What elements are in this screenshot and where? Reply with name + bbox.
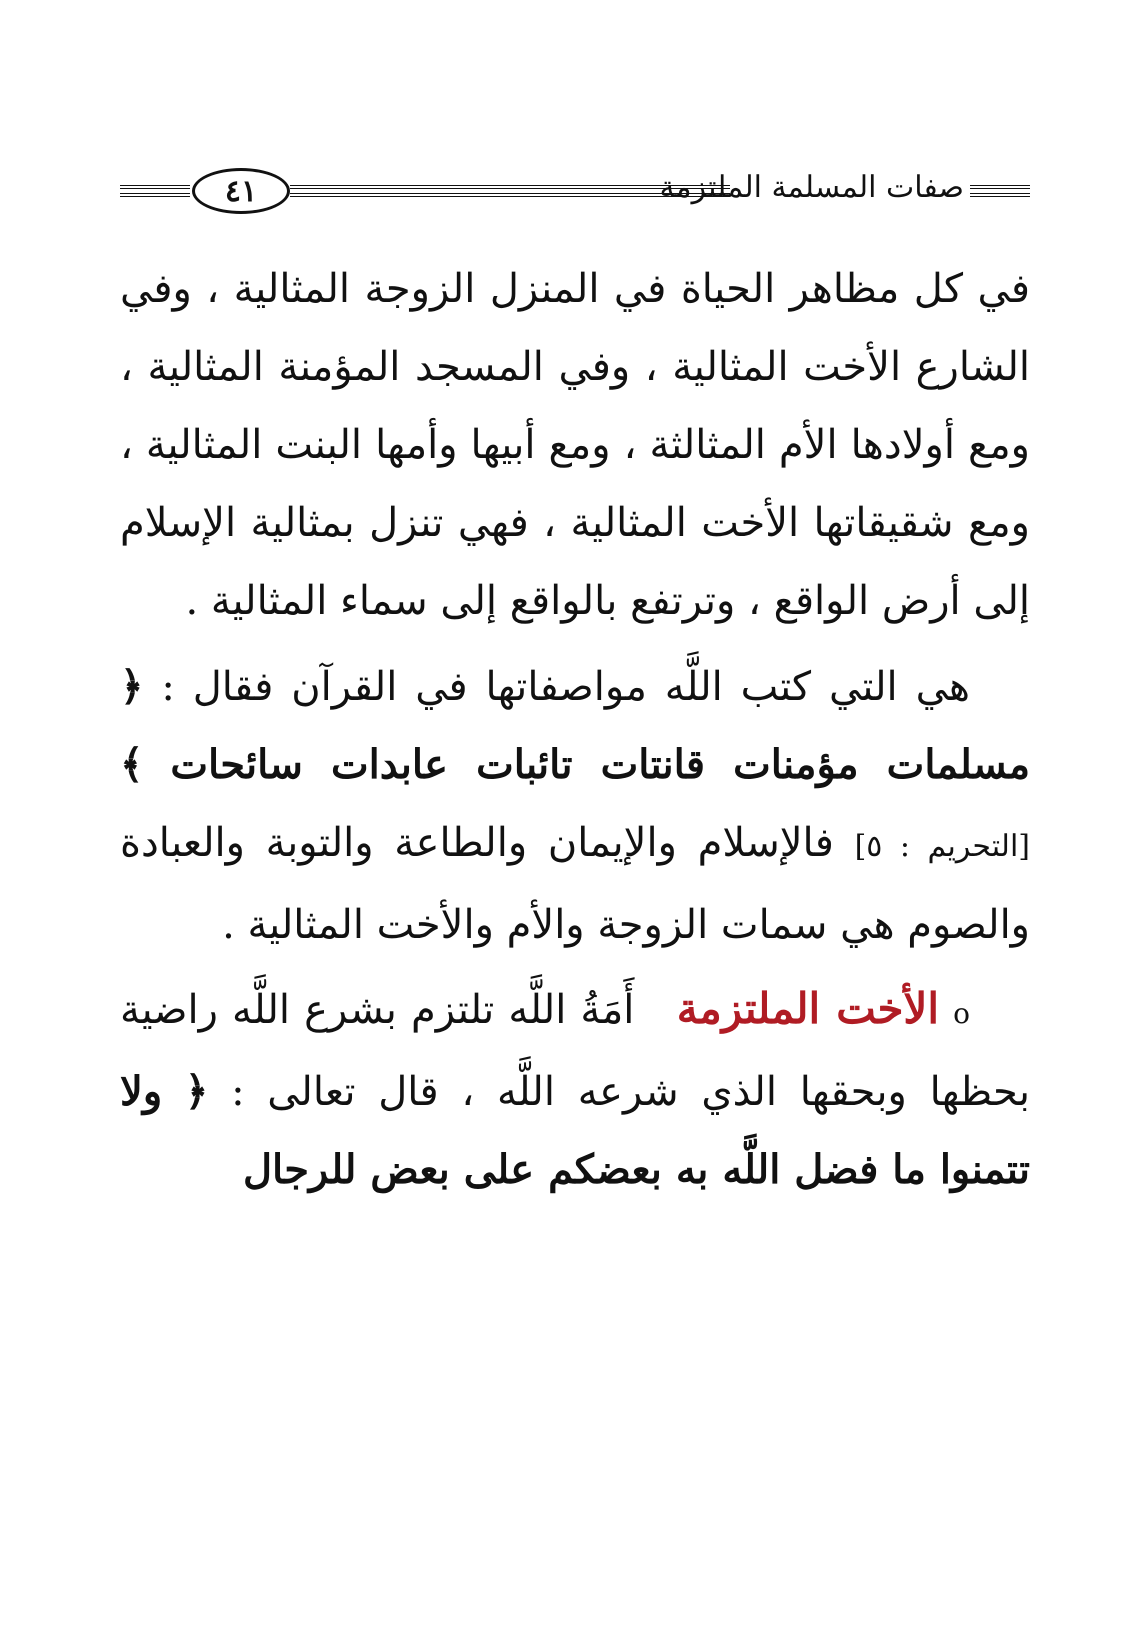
header-rule-right bbox=[970, 185, 1030, 197]
page-header bbox=[120, 168, 1030, 216]
section-heading: الأخت الملتزمة bbox=[676, 984, 940, 1033]
quran-verse: مسلمات مؤمنات قانتات تائبات عابدات سائحات bbox=[170, 741, 1030, 788]
page-body bbox=[120, 250, 1030, 1209]
bullet-icon: ο bbox=[953, 997, 970, 1030]
paragraph-2 bbox=[120, 648, 1030, 964]
verse-citation: [التحريم : ٥] bbox=[854, 829, 1030, 864]
page-number: ٤١ bbox=[192, 168, 290, 214]
quran-verse: ولا تتمنوا ما فضل اللَّه به بعضكم على بعض للرجال bbox=[120, 1068, 1030, 1193]
paragraph-2-text: فالإسلام والإيمان والطاعة والتوبة والعبادة والصوم هي سمات الزوجة والأم والأخت المثالية . bbox=[120, 820, 1030, 948]
paragraph-3-text: أَمَةُ اللَّه تلتزم بشرع اللَّه راضية بحظها وبحقها الذي شرعه اللَّه ، قال تعالى : bbox=[120, 987, 1030, 1115]
header-rule-left bbox=[120, 185, 190, 197]
paragraph-1: في كل مظاهر الحياة في المنزل الزوجة المثالية ، وفي الشارع الأخت المثالية ، وفي المسجد المؤمنة المثالية ، ومع أولادها الأم المثالثة ، ومع أبيها وأمها البنت المثالية ، ومع شقيقاتها الأخت المثالية ، فهي تنزل بمثالية الإسلام إلى أرض الواقع ، وترتفع بالواقع إلى سماء المثالية . bbox=[120, 266, 1030, 624]
paragraph-2-intro: هي التي كتب اللَّه مواصفاتها في القرآن فقال : bbox=[161, 664, 971, 710]
quran-bracket-close: ﴾ bbox=[120, 741, 144, 788]
running-title: صفات المسلمة الملتزمة bbox=[659, 170, 964, 205]
quran-bracket-open: ﴿ bbox=[184, 1068, 209, 1115]
paragraph-3 bbox=[120, 970, 1030, 1209]
quran-bracket-open: ﴿ bbox=[120, 663, 144, 710]
